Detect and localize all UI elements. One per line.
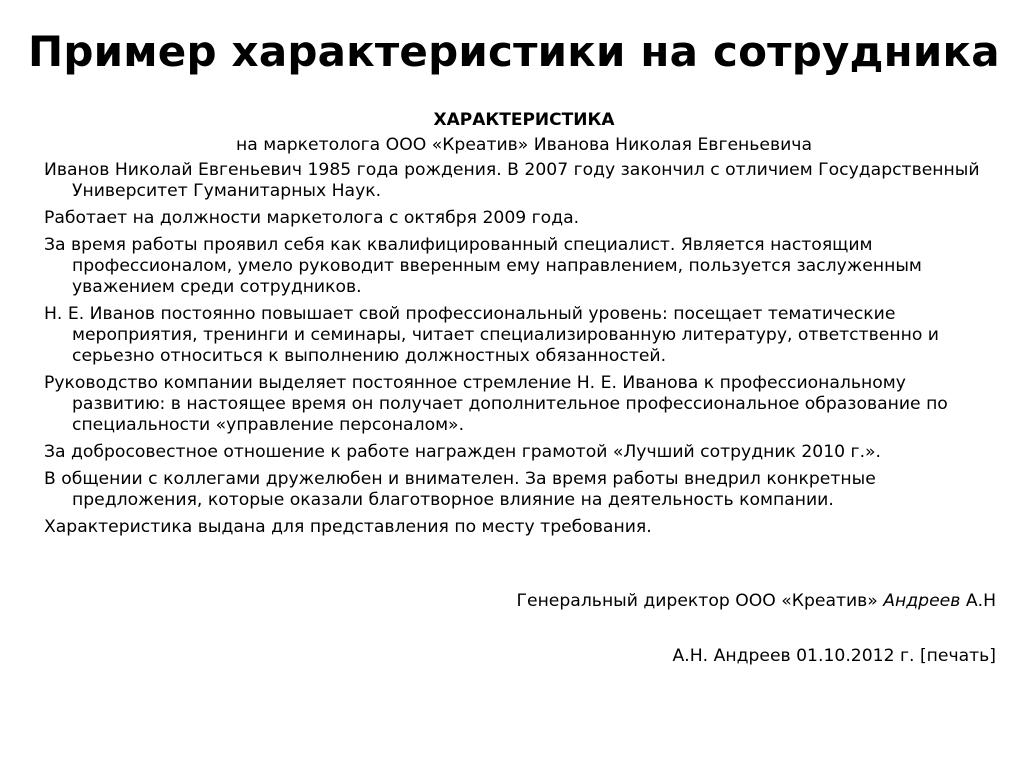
signature-handwritten: Андреев [883,591,961,611]
signature-line [517,590,996,612]
paragraph-award: За добросовестное отношение к работе награжден грамотой «Лучший сотрудник 2010 г.». [44,442,882,462]
paragraph-professional-growth: Н. Е. Иванов постоянно повышает свой профессиональный уровень: посещает тематические мероприятия, тренинги и семинары, читает специализированную литературу, ответственно и серьезно относиться к выполнению должностных обязанностей. [44,304,939,366]
signature-position: Генеральный директор ООО «Креатив» [516,591,878,611]
paragraph-birth-education: Иванов Николай Евгеньевич 1985 года рождения. В 2007 году закончил с отличием Государственный Университет Гуманитарных Наук. [44,160,980,201]
signature-initials: А.Н [965,591,996,611]
paragraph-communication: В общении с коллегами дружелюбен и внимателен. За время работы внедрил конкретные предложения, которые оказали благотворное влияние на деятельность компании. [44,469,876,510]
document-body [44,110,1004,544]
document-subheading: на маркетолога ООО «Креатив» Иванова Николая Евгеньевича [236,135,812,155]
paragraph-qualification: За время работы проявил себя как квалифицированный специалист. Является настоящим профессионалом, умело руководит вверенным ему направлением, пользуется заслуженным уважением среди сотрудников. [44,235,922,297]
document-heading: ХАРАКТЕРИСТИКА [433,110,615,130]
paragraph-management-opinion: Руководство компании выделяет постоянное стремление Н. Е. Иванова к профессиональному развитию: в настоящее время он получает дополнительное профессиональное образование по специальности «управление персоналом». [44,373,948,435]
date-stamp-line: А.Н. Андреев 01.10.2012 г. [печать] [672,646,996,666]
slide-title: Пример характеристики на сотрудника [28,27,1000,76]
paragraph-purpose: Характеристика выдана для представления по месту требования. [44,517,652,537]
paragraph-position: Работает на должности маркетолога с октября 2009 года. [44,208,580,228]
